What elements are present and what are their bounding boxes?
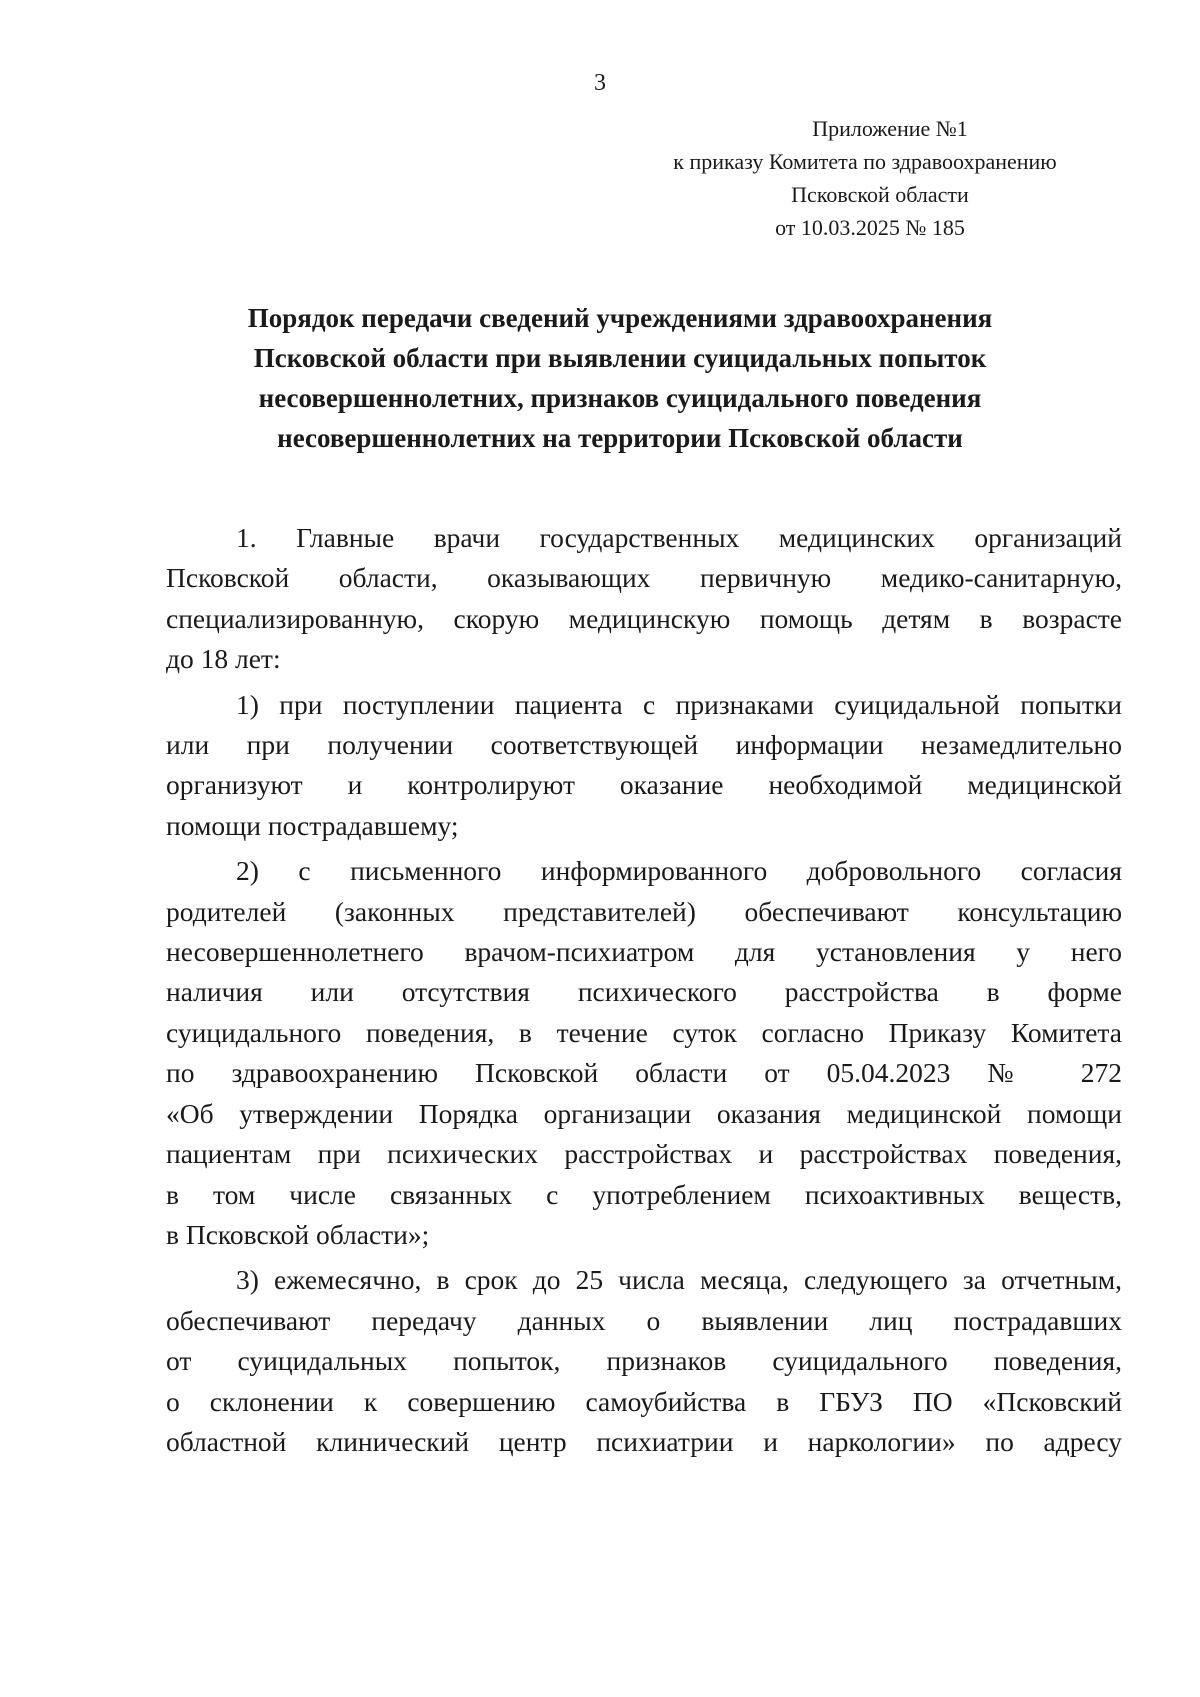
title-line: Псковской области при выявлении суицидальных попыток bbox=[253, 343, 987, 373]
text-line: 2) с письменного информированного добровольного согласия bbox=[236, 855, 1122, 887]
text-line: о склонении к совершению самоубийства в ГБУЗ ПО «Псковский bbox=[166, 1385, 1122, 1417]
text-line: 1) при поступлении пациента с признаками суицидальной попытки bbox=[236, 688, 1122, 720]
text-line: наличия или отсутствия психического расстройства в форме bbox=[166, 976, 1122, 1008]
text-line: организуют и контролируют оказание необходимой медицинской bbox=[166, 769, 1122, 801]
appendix-order-ref: к приказу Комитета по здравоохранению bbox=[673, 149, 1057, 174]
title-line: несовершеннолетних, признаков суицидального поведения bbox=[258, 383, 982, 413]
text-line: обеспечивают передачу данных о выявлении лиц пострадавших bbox=[166, 1304, 1122, 1336]
title-line: несовершеннолетних на территории Псковской области bbox=[277, 423, 963, 453]
text-line: в том числе связанных с употреблением психоактивных веществ, bbox=[166, 1178, 1122, 1210]
appendix-region: Псковской области bbox=[791, 182, 969, 207]
text-line: по здравоохранению Псковской области от 05.04.2023 № 272 bbox=[166, 1057, 1122, 1089]
text-line: родителей (законных представителей) обеспечивают консультацию bbox=[166, 895, 1122, 927]
appendix-date-number: от 10.03.2025 № 185 bbox=[775, 215, 965, 240]
text-line: до 18 лет: bbox=[166, 643, 281, 675]
text-line: помощи пострадавшему; bbox=[166, 809, 459, 841]
paragraph-1 bbox=[166, 518, 1122, 680]
text-line: 3) ежемесячно, в срок до 25 числа месяца, следующего за отчетным, bbox=[236, 1264, 1122, 1296]
title-line: Порядок передачи сведений учреждениями здравоохранения bbox=[247, 303, 993, 333]
text-line: областной клинический центр психиатрии и наркологии» по адресу bbox=[166, 1425, 1122, 1457]
text-line: несовершеннолетнего врачом-психиатром для установления у него bbox=[166, 936, 1122, 968]
appendix-block bbox=[620, 112, 1120, 244]
text-line: Псковской области, оказывающих первичную медико-санитарную, bbox=[166, 562, 1122, 594]
document-title bbox=[180, 298, 1060, 458]
text-line: пациентам при психических расстройствах и расстройствах поведения, bbox=[166, 1138, 1122, 1170]
paragraph-item-1 bbox=[166, 685, 1122, 847]
paragraph-item-2 bbox=[166, 851, 1122, 1255]
page-number: 3 bbox=[594, 70, 606, 96]
text-line: «Об утверждении Порядка организации оказания медицинской помощи bbox=[166, 1097, 1122, 1129]
text-line: суицидального поведения, в течение суток согласно Приказу Комитета bbox=[166, 1016, 1122, 1048]
document-body bbox=[166, 518, 1122, 1467]
text-line: от суицидальных попыток, признаков суицидального поведения, bbox=[166, 1345, 1122, 1377]
text-line: 1. Главные врачи государственных медицинских организаций bbox=[236, 522, 1122, 553]
text-line: в Псковской области»; bbox=[166, 1218, 430, 1250]
text-line: или при получении соответствующей информации незамедлительно bbox=[166, 729, 1122, 761]
paragraph-item-3 bbox=[166, 1260, 1122, 1462]
text-line: специализированную, скорую медицинскую помощь детям в возрасте bbox=[166, 602, 1122, 634]
appendix-title: Приложение №1 bbox=[812, 116, 968, 141]
